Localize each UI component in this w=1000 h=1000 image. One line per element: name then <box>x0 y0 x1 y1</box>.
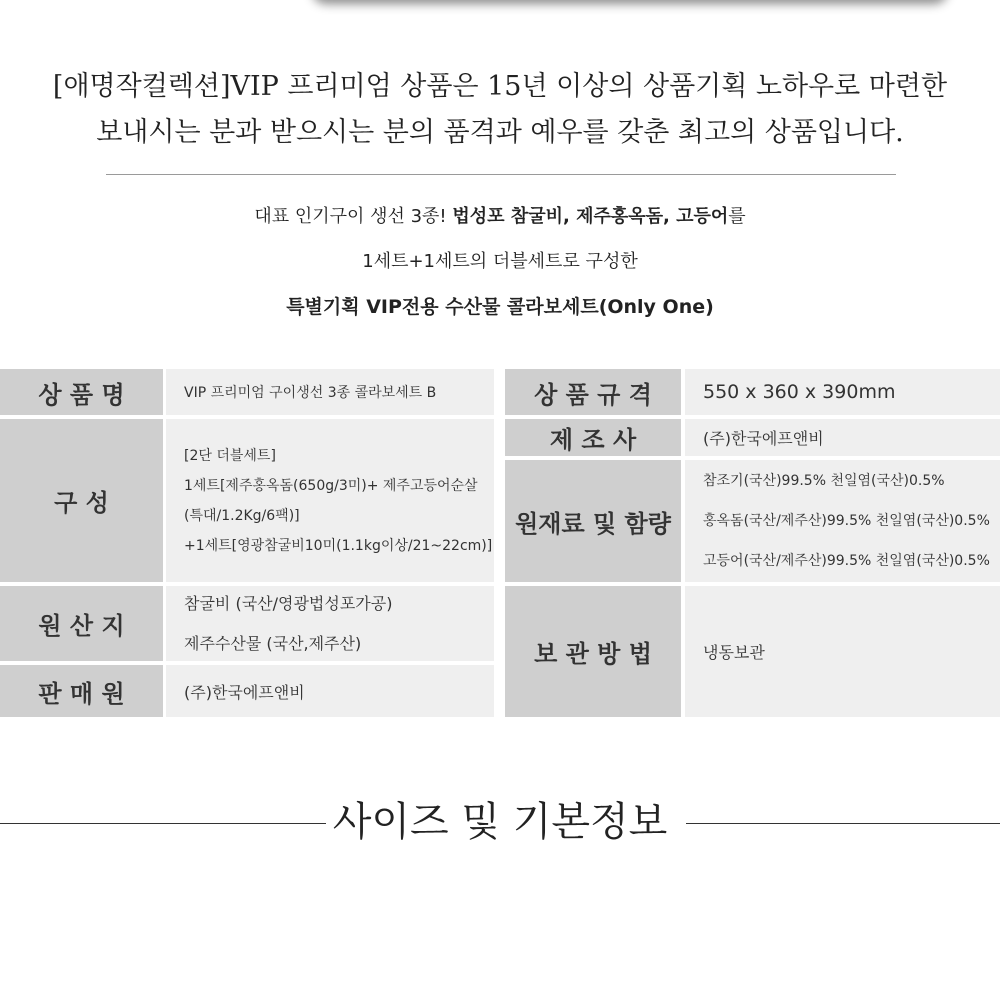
ingredients-value <box>685 460 1000 582</box>
ingredients-label: 원재료 및 함량 <box>505 460 681 582</box>
composition-value <box>166 419 494 582</box>
description-line-1 <box>0 202 1000 228</box>
intro-line-1: [애명작컬렉션]VIP 프리미엄 상품은 15년 이상의 상품기획 노하우로 마련한 <box>52 71 948 102</box>
manufacturer-value: (주)한국에프앤비 <box>685 419 1000 456</box>
ingredient-line: 참조기(국산)99.5% 천일염(국산)0.5% <box>703 473 945 489</box>
composition-line: [2단 더블세트] <box>184 447 276 464</box>
product-name-label: 상 품 명 <box>0 369 163 415</box>
intro-text <box>0 64 1000 156</box>
composition-line: 1세트[제주홍옥돔(650g/3미)+ 제주고등어순살 <box>184 477 478 494</box>
intro-divider <box>106 174 896 175</box>
intro-line-2: 보내시는 분과 받으시는 분의 품격과 예우를 갖춘 최고의 상품입니다. <box>96 117 904 148</box>
composition-line: (특대/1.2Kg/6팩)] <box>184 507 300 524</box>
composition-line: +1세트[영광참굴비10미(1.1kg이상/21~22cm)] <box>184 537 493 554</box>
description-suffix: 를 <box>728 206 746 227</box>
origin-value <box>166 586 494 661</box>
origin-line: 참굴비 (국산/영광법성포가공) <box>184 593 393 613</box>
section-title: 사이즈 및 기본정보 <box>332 799 668 845</box>
storage-label: 보 관 방 법 <box>505 586 681 717</box>
description-line-2: 1세트+1세트의 더블세트로 구성한 <box>362 251 638 272</box>
product-name-value: VIP 프리미엄 구이생선 3종 콜라보세트 B <box>166 369 494 415</box>
ingredient-line: 고등어(국산/제주산)99.5% 천일염(국산)0.5% <box>703 553 990 569</box>
ingredient-line: 홍옥돔(국산/제주산)99.5% 천일염(국산)0.5% <box>703 513 990 529</box>
composition-label: 구 성 <box>0 419 163 582</box>
description-highlight: 법성포 참굴비, 제주홍옥돔, 고등어 <box>452 206 729 227</box>
description-prefix: 대표 인기구이 생선 3종! <box>254 206 453 227</box>
origin-label: 원 산 지 <box>0 586 163 661</box>
storage-value: 냉동보관 <box>685 586 1000 717</box>
seller-label: 판 매 원 <box>0 665 163 717</box>
seller-value: (주)한국에프앤비 <box>166 665 494 717</box>
origin-line: 제주수산물 (국산,제주산) <box>184 633 362 653</box>
manufacturer-label: 제 조 사 <box>505 419 681 456</box>
spec-label: 상 품 규 격 <box>505 369 681 415</box>
spec-value: 550 x 360 x 390mm <box>685 369 1000 415</box>
description-line-3: 특별기획 VIP전용 수산물 콜라보세트(Only One) <box>286 296 714 318</box>
